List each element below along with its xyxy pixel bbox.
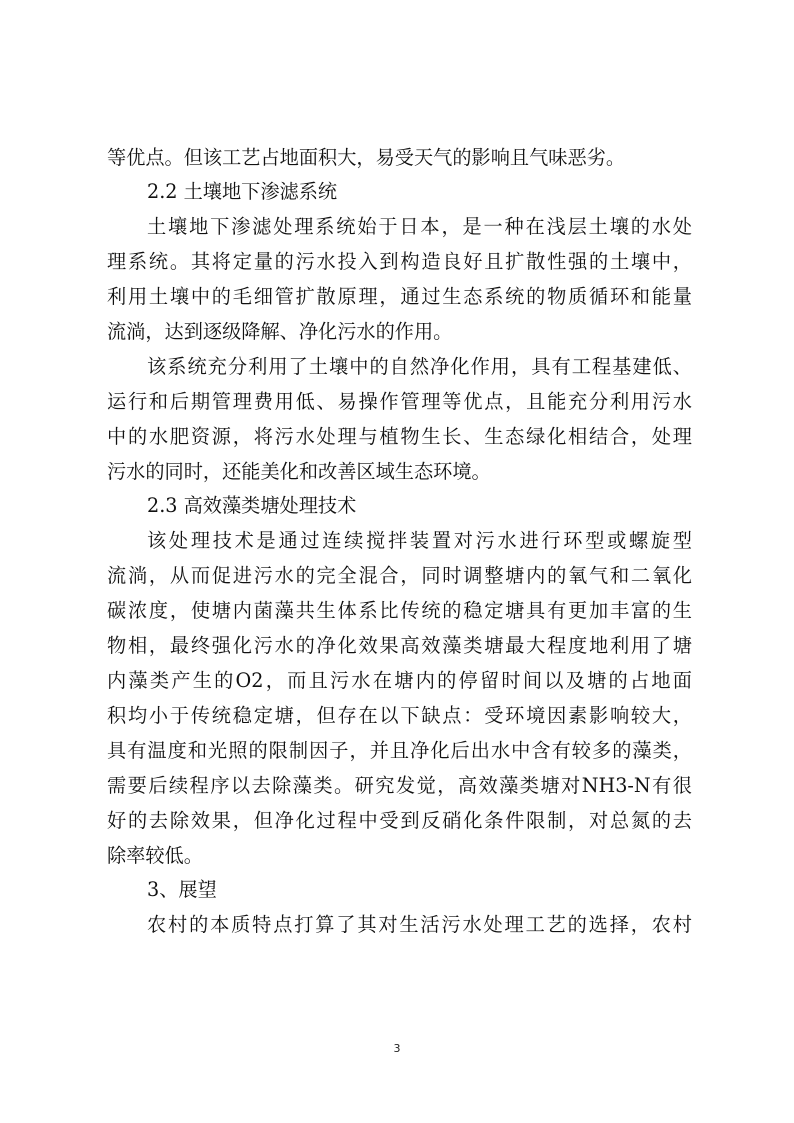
text-line: 流淌，达到逐级降解、净化污水的作用。 (107, 320, 453, 343)
text-line: 积均小于传统稳定塘，但存在以下缺点：受环境因素影响较大， (107, 704, 692, 727)
text-line: 物相，最终强化污水的净化效果高效藻类塘最大程度地利用了塘 (107, 634, 692, 657)
text-line: 内藻类产生的O2，而且污水在塘内的停留时间以及塘的占地面 (107, 669, 692, 692)
text-line: 土壤地下渗滤处理系统始于日本，是一种在浅层土壤的水处 (147, 215, 692, 238)
text-line: 农村的本质特点打算了其对生活污水处理工艺的选择，农村 (147, 913, 692, 936)
text-line: 流淌，从而促进污水的完全混合，同时调整塘内的氧气和二氧化 (107, 564, 692, 587)
page-number: 3 (393, 1042, 401, 1055)
text-line: 该系统充分利用了土壤中的自然净化作用，具有工程基建低、 (147, 355, 692, 378)
text-line: 污水的同时，还能美化和改善区域生态环境。 (107, 460, 491, 483)
section-heading: 2.2 土壤地下渗滤系统 (147, 180, 338, 203)
text-line: 理系统。其将定量的污水投入到构造良好且扩散性强的土壤中， (107, 250, 692, 273)
text-line: 等优点。但该工艺占地面积大，易受天气的影响且气味恶劣。 (107, 146, 626, 169)
section-heading: 3、展望 (147, 878, 217, 901)
text-line: 需要后续程序以去除藻类。研究发觉，高效藻类塘对NH3-N有很 (107, 774, 692, 797)
document-body (107, 140, 692, 942)
text-line: 该处理技术是通过连续搅拌装置对污水进行环型或螺旋型 (147, 529, 692, 552)
text-line: 碳浓度，使塘内菌藻共生体系比传统的稳定塘具有更加丰富的生 (107, 599, 692, 622)
text-line: 运行和后期管理费用低、易操作管理等优点，且能充分利用污水 (107, 390, 692, 413)
text-line: 具有温度和光照的限制因子，并且净化后出水中含有较多的藻类， (107, 739, 692, 762)
text-line: 中的水肥资源，将污水处理与植物生长、生态绿化相结合，处理 (107, 425, 692, 448)
text-line: 除率较低。 (107, 844, 203, 867)
text-line: 利用土壤中的毛细管扩散原理，通过生态系统的物质循环和能量 (107, 285, 692, 308)
text-line: 好的去除效果，但净化过程中受到反硝化条件限制，对总氮的去 (107, 809, 692, 832)
section-heading: 2.3 高效藻类塘处理技术 (147, 494, 357, 517)
